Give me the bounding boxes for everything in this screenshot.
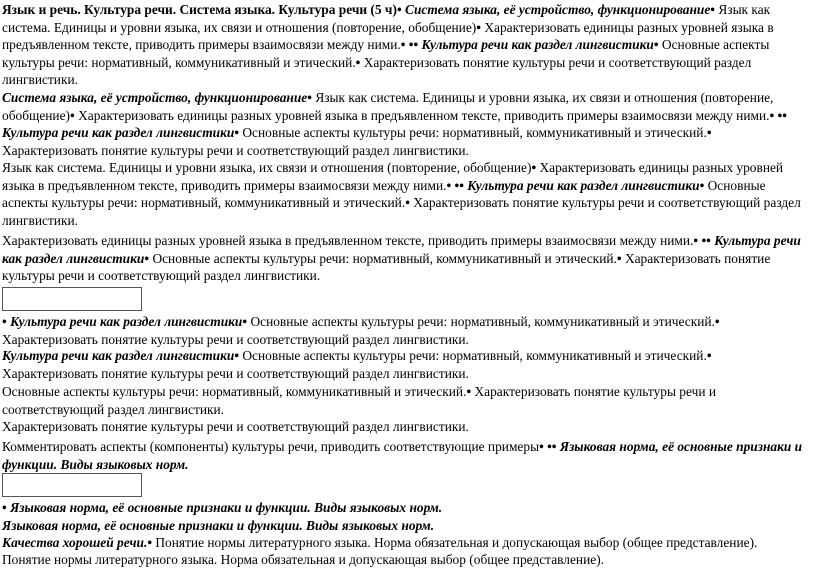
bullet: • ••	[769, 107, 787, 123]
bullet: •	[144, 250, 150, 266]
topic-title: Культура речи как раздел лингвистики	[10, 314, 243, 329]
empty-frame	[2, 287, 142, 311]
bullet: • ••	[539, 439, 557, 454]
body-text: Язык как система. Единицы и уровни языка, их связи и отношения (повторение, обобщение)	[2, 90, 774, 123]
bullet: •	[405, 195, 410, 211]
bullet: •	[242, 314, 248, 329]
bullet: •	[234, 348, 240, 363]
topic-title: Языковая норма, её основные признаки и функции. Виды языковых норм.	[2, 439, 803, 472]
bullet: •	[147, 535, 153, 550]
body-text: Характеризовать понятие культуры речи и соответствующий раздел лингвистики.	[2, 365, 469, 381]
paragraph-12	[2, 534, 810, 552]
paragraph-2	[2, 89, 810, 159]
body-text: Язык как система. Единицы и уровни языка, их связи и отношения (повторение, обобщение)	[2, 2, 771, 35]
topic-title: Культура речи как раздел лингвистики	[421, 37, 654, 53]
body-text: Характеризовать понятие культуры речи и соответствующий раздел лингвистики.	[2, 195, 801, 228]
body-text: Характеризовать единицы разных уровней языка в предъявленном тексте, приводить примеры взаимосвязи между ними.	[78, 107, 770, 123]
bullet: •	[70, 107, 75, 123]
body-text: Характеризовать единицы разных уровней языка в предъявленном тексте, приводить примеры взаимосвязи между ними.	[2, 233, 694, 248]
topic-title: Система языка, её устройство, функционирование	[2, 90, 308, 105]
bullet: •	[355, 54, 361, 70]
body-text: Основные аспекты культуры речи: нормативный, коммуникативный и этический.	[242, 348, 707, 363]
bullet: •	[466, 384, 472, 399]
bullet: •	[396, 2, 402, 17]
bullet: •	[706, 348, 712, 363]
bullet: •	[706, 125, 712, 141]
bullet: •	[653, 37, 659, 53]
body-text: Основные аспекты культуры речи: нормативный, коммуникативный и этический.	[2, 177, 766, 211]
body-text: Основные аспекты культуры речи: нормативный, коммуникативный и этический.	[152, 250, 617, 266]
empty-frame	[2, 473, 142, 497]
topic-title: Культура речи как раздел лингвистики	[2, 233, 801, 266]
body-text: Понятие нормы литературного языка. Норма обязательная и допускающая выбор (общее представление).	[155, 535, 758, 550]
body-text: Характеризовать понятие культуры речи и соответствующий раздел лингвистики.	[2, 384, 717, 417]
bullet: • ••	[693, 233, 711, 248]
bullet: •	[307, 90, 312, 105]
bullet: •	[714, 314, 720, 329]
paragraph-4	[2, 232, 810, 285]
body-text: Характеризовать понятие культуры речи и соответствующий раздел лингвистики.	[2, 54, 752, 88]
paragraph-13	[2, 551, 810, 569]
topic-title: Культура речи как раздел лингвистики	[467, 177, 700, 193]
paragraph-11	[2, 517, 810, 535]
topic-title: Языковая норма, её основные признаки и функции. Виды языковых норм.	[10, 500, 443, 515]
topic-title: Культура речи как раздел лингвистики	[2, 125, 235, 141]
paragraph-1	[2, 1, 810, 89]
bullet: • ••	[446, 177, 464, 193]
body-text: Основные аспекты культуры речи: нормативный, коммуникативный и этический.	[242, 125, 707, 141]
body-text: Основные аспекты культуры речи: нормативный, коммуникативный и этический.	[2, 37, 770, 70]
paragraph-7	[2, 383, 810, 418]
bullet: •	[234, 125, 240, 141]
paragraph-8	[2, 418, 810, 436]
topic-title: Качества хорошей речи.	[2, 535, 148, 550]
topic-title: Культура речи как раздел лингвистики	[2, 348, 235, 363]
bullet: •	[710, 2, 715, 17]
bullet: • ••	[400, 37, 419, 53]
body-text: Комментировать аспекты (компоненты) культуры речи, приводить соответствующие примеры	[2, 439, 540, 454]
body-text: Характеризовать единицы разных уровней языка в предъявленном тексте, приводить примеры взаимосвязи между ними.	[2, 19, 774, 53]
body-text: Характеризовать понятие культуры речи и соответствующий раздел лингвистики.	[2, 250, 771, 284]
body-text: Понятие нормы литературного языка. Норма обязательная и допускающая выбор (общее представление).	[2, 552, 604, 567]
paragraph-6	[2, 347, 810, 382]
topic-title: Система языка, её устройство, функционирование	[405, 2, 711, 17]
bullet: •	[476, 19, 481, 35]
body-text: Характеризовать единицы разных уровней языка в предъявленном тексте, приводить примеры взаимосвязи между ними.	[2, 160, 784, 193]
bullet: •	[616, 250, 622, 266]
document-heading: Язык и речь. Культура речи. Система языка. Культура речи (5 ч)	[2, 2, 397, 17]
body-text: Характеризовать понятие культуры речи и соответствующий раздел лингвистики.	[2, 142, 469, 158]
paragraph-5	[2, 313, 810, 348]
bullet: •	[2, 500, 7, 515]
bullet: •	[531, 160, 537, 175]
paragraph-9	[2, 438, 810, 473]
bullet: •	[2, 314, 7, 329]
bullet: •	[699, 177, 705, 193]
paragraph-3	[2, 159, 810, 229]
body-text: Характеризовать понятие культуры речи и соответствующий раздел лингвистики.	[2, 331, 469, 347]
body-text: Характеризовать понятие культуры речи и соответствующий раздел лингвистики.	[2, 419, 469, 434]
body-text: Язык как система. Единицы и уровни языка, их связи и отношения (повторение, обобщение)	[2, 160, 532, 175]
paragraph-10	[2, 499, 810, 517]
body-text: Основные аспекты культуры речи: нормативный, коммуникативный и этический.	[2, 384, 467, 399]
body-text: Основные аспекты культуры речи: нормативный, коммуникативный и этический.	[250, 314, 715, 329]
topic-title: Языковая норма, её основные признаки и функции. Виды языковых норм.	[2, 518, 435, 533]
